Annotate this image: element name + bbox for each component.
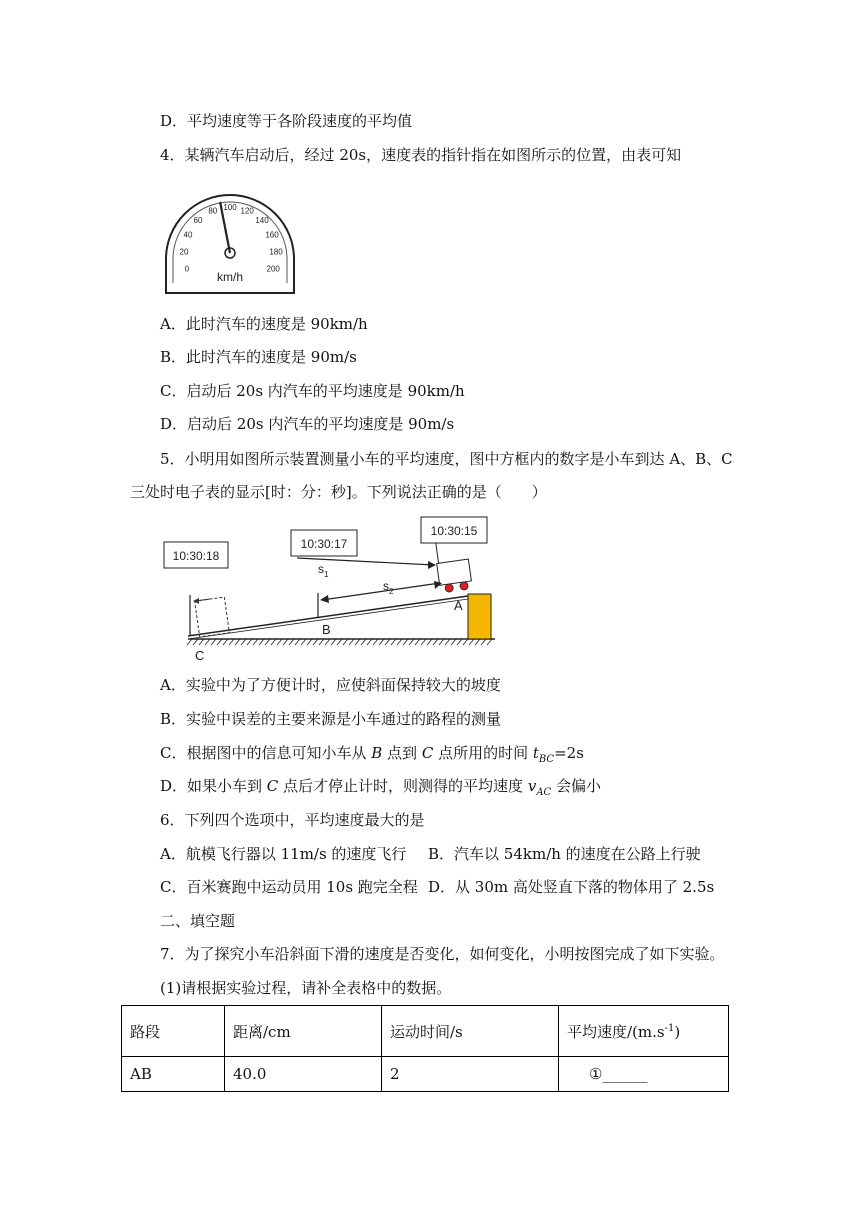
cell-avg-speed-blank[interactable]: ①______ [559,1057,729,1092]
header-segment: 路段 [122,1006,225,1057]
header-distance: 距离/cm [225,1006,382,1057]
data-table [121,1005,729,1092]
label-s2: $s_2$ [383,579,394,596]
q6-stem: 6．下列四个选项中，平均速度最大的是 [160,811,425,829]
q4-option-b: B．此时汽车的速度是 90m/s [160,348,357,366]
q4-option-a: A．此时汽车的速度是 90km/h [160,315,368,333]
q7-stem: 7．为了探究小车沿斜面下滑的速度是否变化，如何变化，小明按图完成了如下实验。 [160,945,725,963]
q4-stem: 4．某辆汽车启动后，经过 20s，速度表的指针指在如图所示的位置，由表可知 [160,146,682,164]
q7-subquestion-1: (1)请根据实验过程，请补全表格中的数据。 [160,979,452,997]
gauge-tick-label: 80 [208,206,218,216]
q3-option-d: D．平均速度等于各阶段速度的平均值 [160,112,413,130]
table-row [122,1057,729,1092]
gauge-tick-label: 20 [179,247,189,257]
gauge-tick-label: 160 [265,230,279,240]
gauge-tick-label: 60 [193,215,203,225]
label-b: B [322,622,331,637]
gauge-tick-label: 140 [255,215,269,225]
gauge-tick-label: 40 [183,230,193,240]
q4-option-d: D．启动后 20s 内汽车的平均速度是 90m/s [160,415,455,433]
q6-option-c: C．百米赛跑中运动员用 10s 跑完全程 [160,878,418,896]
header-avg-speed: 平均速度$/(m.s^{-1})$ [559,1006,729,1057]
clock-time-a: 10:30:15 [430,524,478,538]
clock-time-c: 10:30:18 [172,549,220,563]
label-c: C [195,648,205,663]
gauge-tick-label: 120 [240,206,254,216]
q6-option-b: B．汽车以 54km/h 的速度在公路上行驶 [428,845,701,863]
incline-experiment-figure [160,515,500,665]
gauge-unit: km/h [216,270,244,284]
cell-segment: AB [122,1057,225,1092]
gauge-tick-label: 0 [184,264,190,274]
label-a: A [454,598,463,613]
q6-option-d: D．从 30m 高处竖直下落的物体用了 2.5s [428,878,715,896]
q5-option-d: D．如果小车到 C 点后才停止计时，则测得的平均速度 $v_{AC}$ 会偏小 [160,777,601,798]
q5-stem-line1: 5．小明用如图所示装置测量小车的平均速度，图中方框内的数字是小车到达 A、B、C [160,450,733,468]
support-block [468,594,491,639]
speedometer-figure [160,183,300,295]
cell-distance: 40.0 [225,1057,382,1092]
table-header-row [122,1006,729,1057]
clock-time-b: 10:30:17 [300,537,348,551]
header-time: 运动时间/s [382,1006,559,1057]
q5-stem-line2: 三处时电子表的显示[时：分：秒]。下列说法正确的是（ ） [130,483,547,501]
gauge-tick-label: 200 [266,264,280,274]
q5-option-a: A．实验中为了方便计时，应使斜面保持较大的坡度 [160,676,501,694]
s2-arrow [322,583,440,600]
q4-option-c: C．启动后 20s 内汽车的平均速度是 90km/h [160,382,465,400]
section-heading: 二、填空题 [160,912,236,930]
gauge-tick-label: 100 [223,203,237,212]
gauge-tick-label: 180 [269,247,283,257]
label-s1: $s_1$ [318,562,329,579]
cell-time: 2 [382,1057,559,1092]
q6-option-a: A．航模飞行器以 11m/s 的速度飞行 [160,845,407,863]
q5-option-b: B．实验中误差的主要来源是小车通过的路程的测量 [160,710,502,728]
q5-option-c: C．根据图中的信息可知小车从 B 点到 C 点所用的时间 $t_{BC}=2s$ [160,744,584,765]
